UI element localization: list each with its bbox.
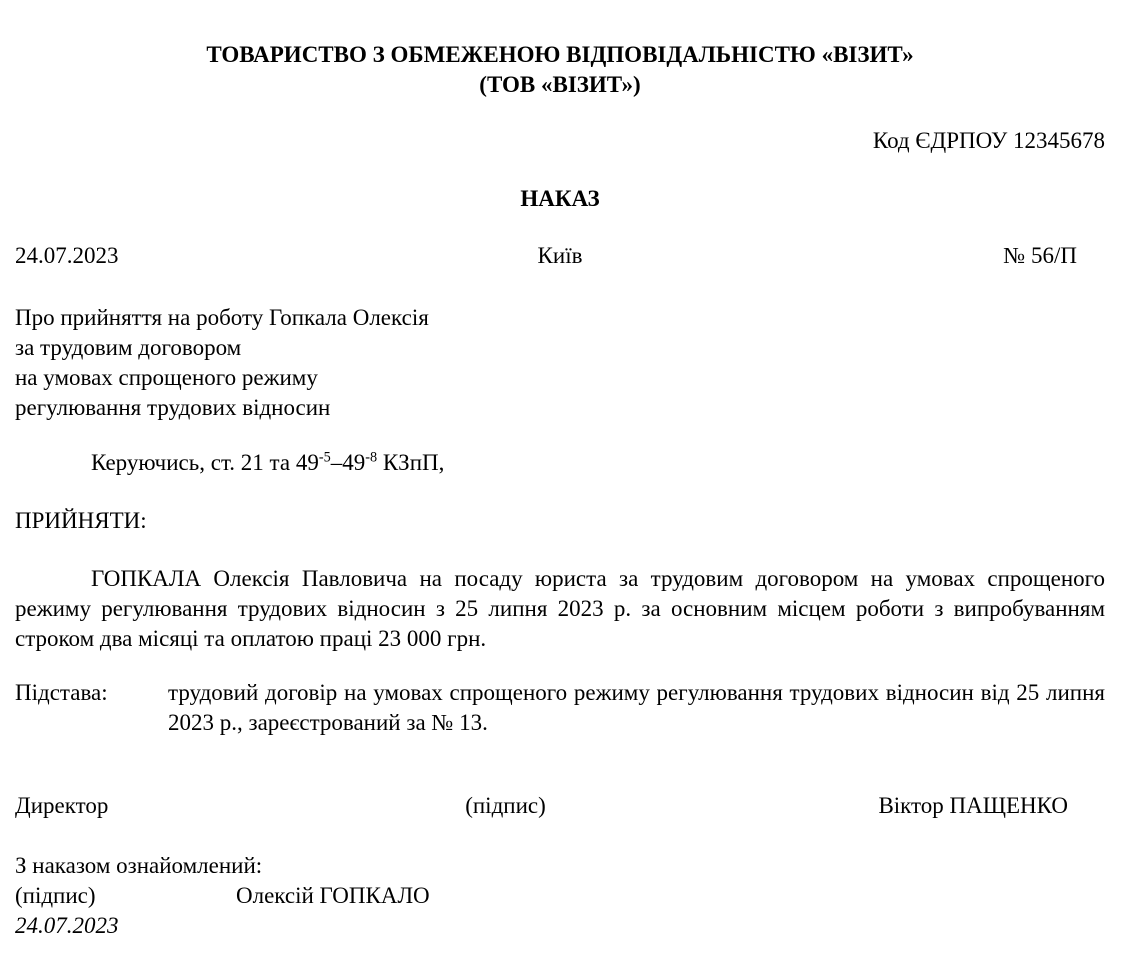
acknowledgement-date: 24.07.2023: [15, 913, 119, 938]
acknowledgement-intro: З наказом ознайомлений:: [15, 853, 263, 878]
subject-line-3: на умовах спрощеного режиму: [15, 365, 318, 390]
acknowledgement-name: Олексій ГОПКАЛО: [236, 883, 430, 908]
edrpou-code: Код ЄДРПОУ 12345678: [872, 128, 1105, 153]
preamble-text-mid: –49: [330, 450, 366, 475]
document-meta-row: [15, 241, 1105, 271]
basis-text: трудовий договір на умовах спрощеного режиму регулювання трудових відносин від 25 липня 2023 р., зареєстрований за № 13.: [168, 680, 1105, 735]
company-short-name: (ТОВ «ВІЗИТ»): [479, 72, 641, 97]
document-type-heading: НАКАЗ: [520, 186, 600, 211]
preamble-text-start: Керуючись, ст. 21 та 49: [91, 450, 319, 475]
preamble-line: [15, 448, 1105, 478]
acknowledgement-signature-row: [15, 881, 1105, 911]
subject-line-1: Про прийняття на роботу Гопкала Олексія: [15, 305, 429, 330]
subject-line-4: регулювання трудових відносин: [15, 395, 331, 420]
company-full-name: ТОВАРИСТВО З ОБМЕЖЕНОЮ ВІДПОВІДАЛЬНІСТЮ «ВІЗИТ»: [206, 42, 914, 67]
subject-line-2: за трудовим договором: [15, 335, 242, 360]
director-position: Директор: [15, 793, 109, 818]
document-date: 24.07.2023: [15, 243, 119, 268]
document-number: № 56/П: [1003, 243, 1077, 268]
preamble-superscript-1: -5: [318, 449, 331, 466]
basis-label: Підстава:: [15, 680, 108, 705]
director-signature-placeholder: (підпис): [465, 793, 546, 818]
director-name: Віктор ПАЩЕНКО: [878, 793, 1068, 818]
preamble-superscript-2: -8: [365, 449, 378, 466]
subject-block: [15, 303, 1105, 423]
acknowledgement-signature-placeholder: (підпис): [15, 883, 96, 908]
order-body-paragraph: ГОПКАЛА Олексія Павловича на посаду юриста за трудовим договором на умовах спрощеного режиму регулювання трудових відносин з 25 липня 2023 р. за основним місцем роботи з випробуванням строком два місяці та оплатою праці 23 000 грн.: [15, 566, 1105, 651]
director-signature-row: [15, 791, 1105, 821]
preamble-text-end: КЗпП,: [377, 450, 445, 475]
resolution-word: ПРИЙНЯТИ:: [15, 508, 147, 533]
basis-row: [15, 678, 1105, 738]
document-city: Київ: [537, 243, 583, 268]
company-title-block: [15, 40, 1105, 100]
